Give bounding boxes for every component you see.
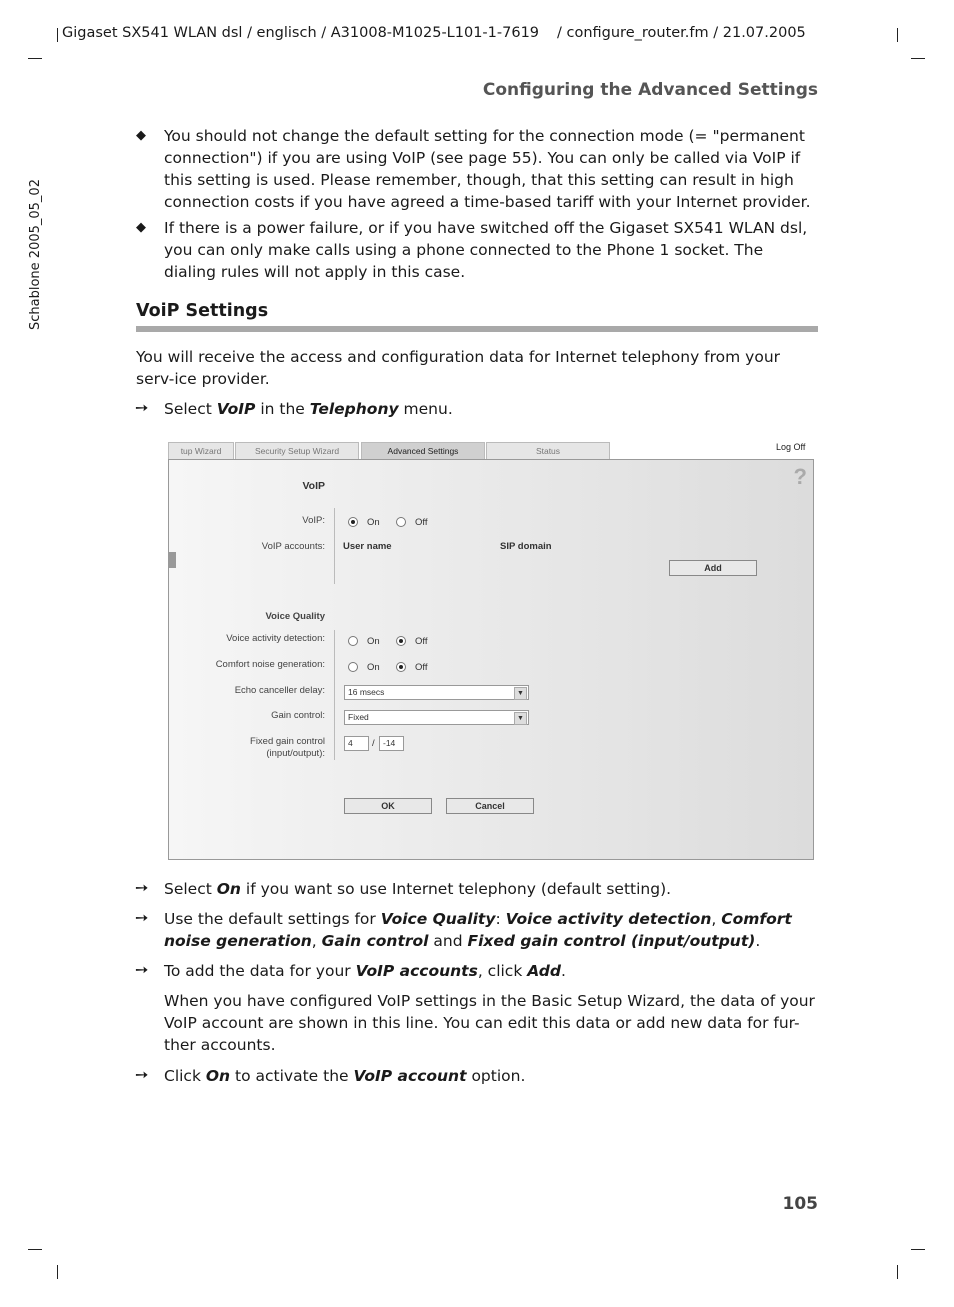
- settings-panel: [168, 459, 814, 860]
- voice-quality-title: Voice Quality: [265, 611, 325, 622]
- crop-mark: [28, 58, 42, 59]
- chapter-title: Configuring the Advanced Settings: [482, 80, 818, 100]
- voip-off-label: Off: [415, 517, 428, 528]
- gain-separator: /: [372, 738, 375, 749]
- chevron-down-icon: ▼: [514, 712, 527, 725]
- voip-on-label: On: [367, 517, 380, 528]
- step-text: Click On to activate the VoIP account option.: [164, 1067, 526, 1085]
- help-icon[interactable]: ?: [793, 464, 807, 489]
- crop-mark: [57, 1265, 58, 1279]
- arrow-icon: ➙: [135, 908, 149, 927]
- panel-title: VoIP: [302, 480, 325, 492]
- crop-mark: [28, 1249, 42, 1250]
- echo-delay-value: 16 msecs: [348, 687, 385, 697]
- accounts-label: VoIP accounts:: [261, 541, 325, 552]
- cng-on-label: On: [367, 662, 380, 673]
- tab-security-setup-wizard[interactable]: Security Setup Wizard: [235, 442, 359, 460]
- chevron-down-icon: ▼: [514, 687, 527, 700]
- bullet-icon: ◆: [136, 128, 146, 143]
- side-label: Schablone 2005_05_02: [28, 179, 43, 330]
- section-rule: [136, 326, 818, 332]
- echo-delay-select[interactable]: [344, 685, 529, 700]
- scroll-handle[interactable]: [169, 552, 176, 568]
- ok-button[interactable]: OK: [344, 798, 432, 814]
- voip-on-radio[interactable]: [348, 517, 358, 527]
- tab-status[interactable]: Status: [486, 442, 610, 460]
- doc-info: Gigaset SX541 WLAN dsl / englisch / A31008-M1025-L101-1-7619: [62, 25, 540, 41]
- col-user-name: User name: [343, 541, 392, 552]
- cng-label: Comfort noise generation:: [215, 659, 325, 670]
- bullet-text: You should not change the default setting for the connection mode (= "permanent connection") if you are using VoIP (see page 55). You can only be called via VoIP if this setting is used. Please remember, though, that this setting can result in high connection costs if you have agreed a time-based tariff with your Internet provider.: [164, 127, 811, 211]
- divider: [334, 630, 335, 760]
- tab-setup-wizard[interactable]: tup Wizard: [168, 442, 234, 460]
- step-text: To add the data for your VoIP accounts, click Add.: [164, 962, 566, 980]
- fixed-gain-label-2: (input/output):: [266, 748, 325, 759]
- gain-output-field[interactable]: -14: [379, 736, 404, 751]
- logoff-link[interactable]: Log Off: [776, 442, 806, 452]
- vad-off-radio[interactable]: [396, 636, 406, 646]
- crop-mark: [911, 58, 925, 59]
- step-text: Use the default settings for Voice Quality: Voice activity detection, Comfort noise generation, Gain control and Fixed gain control (input/output).: [164, 910, 792, 950]
- crop-mark: [57, 28, 58, 42]
- vad-on-radio[interactable]: [348, 636, 358, 646]
- cng-on-radio[interactable]: [348, 662, 358, 672]
- step-note: When you have configured VoIP settings in the Basic Setup Wizard, the data of your VoIP account are shown in this line. You can edit this data or add new data for fur-ther accounts.: [164, 992, 815, 1054]
- section-intro: You will receive the access and configuration data for Internet telephony from your serv-ice provider.: [136, 348, 781, 388]
- crop-mark: [897, 28, 898, 42]
- crop-mark: [911, 1249, 925, 1250]
- voip-off-radio[interactable]: [396, 517, 406, 527]
- vad-label: Voice activity detection:: [226, 633, 325, 644]
- cng-off-label: Off: [415, 662, 428, 673]
- step-text: Select VoIP in the Telephony menu.: [164, 400, 453, 418]
- gain-input-field[interactable]: 4: [344, 736, 369, 751]
- file-info: / configure_router.fm / 21.07.2005: [557, 25, 806, 41]
- fixed-gain-label-1: Fixed gain control: [250, 736, 325, 747]
- router-screenshot: [168, 440, 814, 860]
- cng-off-radio[interactable]: [396, 662, 406, 672]
- bullet-icon: ◆: [136, 220, 146, 235]
- arrow-icon: ➙: [135, 878, 149, 897]
- vad-on-label: On: [367, 636, 380, 647]
- arrow-icon: ➙: [135, 1065, 149, 1084]
- gain-control-select[interactable]: [344, 710, 529, 725]
- echo-label: Echo canceller delay:: [234, 685, 325, 696]
- gain-label: Gain control:: [271, 710, 325, 721]
- tab-advanced-settings[interactable]: Advanced Settings: [361, 442, 485, 460]
- vad-off-label: Off: [415, 636, 428, 647]
- arrow-icon: ➙: [135, 398, 149, 417]
- add-button[interactable]: Add: [669, 560, 757, 576]
- step-text: Select On if you want so use Internet telephony (default setting).: [164, 880, 672, 898]
- col-sip-domain: SIP domain: [500, 541, 552, 552]
- crop-mark: [897, 1265, 898, 1279]
- page-number: 105: [782, 1194, 818, 1214]
- arrow-icon: ➙: [135, 960, 149, 979]
- section-title: VoiP Settings: [136, 301, 269, 321]
- voip-label: VoIP:: [302, 515, 325, 526]
- cancel-button[interactable]: Cancel: [446, 798, 534, 814]
- fixed-gain-label: [169, 736, 325, 760]
- bullet-text: If there is a power failure, or if you have switched off the Gigaset SX541 WLAN dsl, you can only make calls using a phone connected to the Phone 1 socket. The dialing rules will not apply in this case.: [164, 219, 808, 281]
- gain-control-value: Fixed: [348, 712, 369, 722]
- divider: [334, 508, 335, 584]
